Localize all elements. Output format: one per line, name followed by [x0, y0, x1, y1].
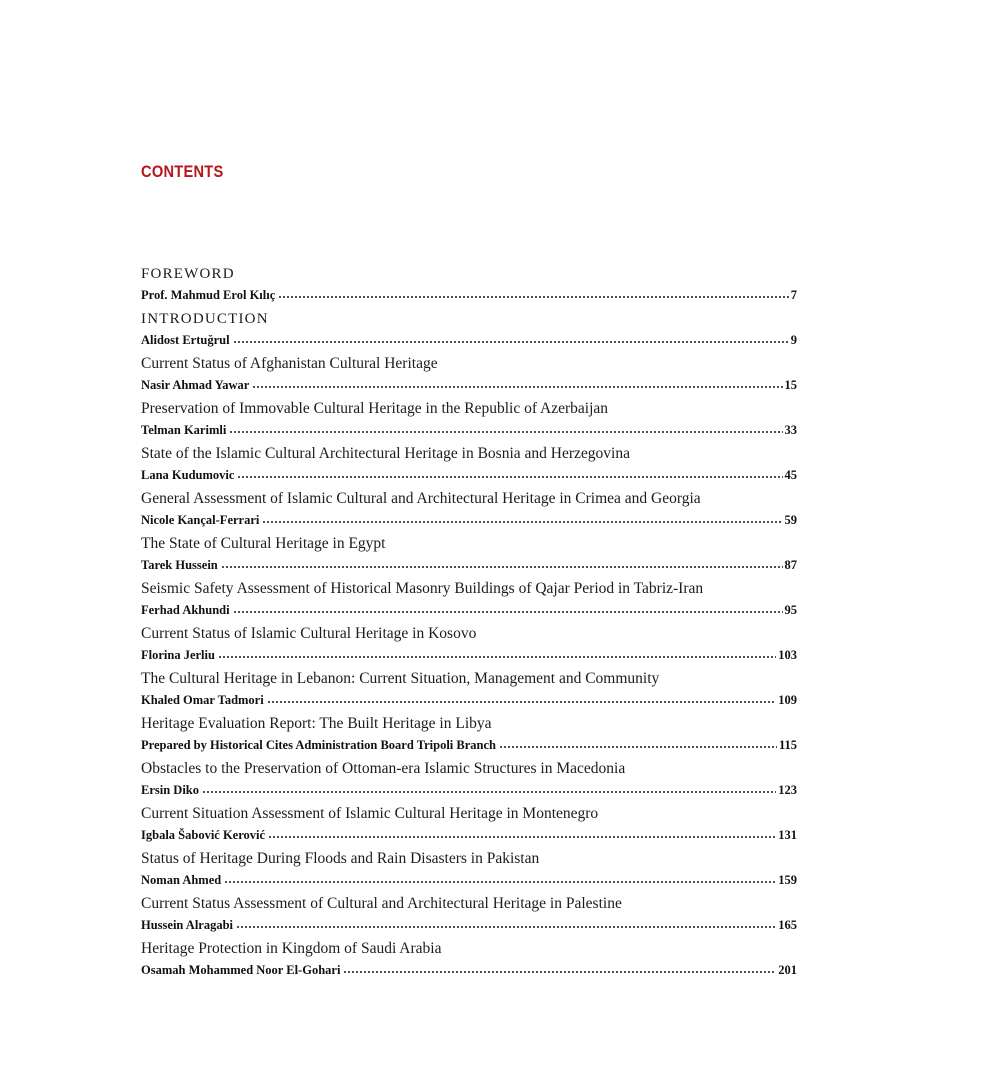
- toc-entry-author: Nicole Kançal-Ferrari: [141, 513, 260, 527]
- toc-entry-title: Current Situation Assessment of Islamic Cultural Heritage in Montenegro: [141, 805, 599, 822]
- toc-entry-author-line: [141, 871, 797, 889]
- toc-entry-author-line: [141, 331, 797, 349]
- toc-entry-author: Ferhad Akhundi: [141, 603, 230, 617]
- toc-entry-author: Prof. Mahmud Erol Kılıç: [141, 288, 276, 302]
- toc-entry-page-number: 33: [784, 423, 797, 437]
- toc-entry[interactable]: [141, 804, 797, 849]
- dot-leader: [268, 835, 776, 839]
- toc-entry-author-line: [141, 646, 797, 664]
- toc-entry-author-line: [141, 691, 797, 709]
- toc-entry-title: INTRODUCTION: [141, 311, 269, 327]
- toc-entry-page-number: 45: [784, 468, 797, 482]
- toc-entry[interactable]: [141, 624, 797, 669]
- toc-entry-title: State of the Islamic Cultural Architectural Heritage in Bosnia and Herzegovina: [141, 445, 630, 462]
- toc-entry-author-line: [141, 421, 797, 439]
- dot-leader: [236, 925, 776, 929]
- toc-entry[interactable]: [141, 579, 797, 624]
- toc-entry[interactable]: [141, 444, 797, 489]
- toc-entry-author: Hussein Alragabi: [141, 918, 234, 932]
- toc-entry[interactable]: [141, 399, 797, 444]
- dot-leader: [262, 520, 782, 524]
- toc-entry-author: Khaled Omar Tadmori: [141, 693, 264, 707]
- toc-entry-page-number: 9: [790, 333, 797, 347]
- toc-entry-page-number: 201: [778, 963, 797, 977]
- toc-entry-author-line: [141, 556, 797, 574]
- toc-entry-author: Alidost Ertuğrul: [141, 333, 230, 347]
- toc-entry-page-number: 159: [778, 873, 797, 887]
- toc-entry-author: Nasir Ahmad Yawar: [141, 378, 250, 392]
- toc-entry-author-line: [141, 916, 797, 934]
- dot-leader: [218, 655, 776, 659]
- toc-entry-title: Obstacles to the Preservation of Ottoman-era Islamic Structures in Macedonia: [141, 760, 626, 777]
- toc-entry-author-line: [141, 781, 797, 799]
- toc-entry[interactable]: [141, 714, 797, 759]
- toc-entry-author: Telman Karimli: [141, 423, 227, 437]
- toc-entry-title: Current Status of Islamic Cultural Heritage in Kosovo: [141, 625, 477, 642]
- toc-entry-author: Ersin Diko: [141, 783, 200, 797]
- contents-heading: CONTENTS: [141, 162, 224, 181]
- dot-leader: [202, 790, 776, 794]
- toc-entry-title: Current Status Assessment of Cultural and Architectural Heritage in Palestine: [141, 895, 622, 912]
- toc-entry-title: Heritage Protection in Kingdom of Saudi Arabia: [141, 940, 442, 957]
- toc-entry-title: FOREWORD: [141, 266, 235, 282]
- toc-entry-author: Igbala Šabović Kerović: [141, 828, 266, 842]
- toc-entry-page-number: 165: [778, 918, 797, 932]
- toc-entry-page-number: 123: [778, 783, 797, 797]
- dot-leader: [221, 565, 783, 569]
- toc-entry-author-line: [141, 286, 797, 304]
- toc-entry-author-line: [141, 511, 797, 529]
- table-of-contents: [141, 264, 797, 984]
- toc-entry-title: Heritage Evaluation Report: The Built Heritage in Libya: [141, 715, 492, 732]
- dot-leader: [252, 385, 782, 389]
- toc-entry-author-line: [141, 826, 797, 844]
- toc-entry[interactable]: [141, 534, 797, 579]
- dot-leader: [229, 430, 782, 434]
- toc-entry[interactable]: [141, 849, 797, 894]
- dot-leader: [237, 475, 782, 479]
- dot-leader: [233, 340, 789, 344]
- toc-entry-title: Seismic Safety Assessment of Historical Masonry Buildings of Qajar Period in Tabriz-Iran: [141, 580, 704, 597]
- toc-entry-page-number: 87: [784, 558, 797, 572]
- dot-leader: [278, 295, 788, 299]
- toc-entry[interactable]: [141, 489, 797, 534]
- toc-entry-title: The State of Cultural Heritage in Egypt: [141, 535, 386, 552]
- toc-entry[interactable]: [141, 354, 797, 399]
- toc-entry[interactable]: [141, 939, 797, 984]
- dot-leader: [343, 970, 776, 974]
- toc-entry-author: Lana Kudumovic: [141, 468, 235, 482]
- toc-entry-title: The Cultural Heritage in Lebanon: Current Situation, Management and Community: [141, 670, 660, 687]
- toc-entry[interactable]: [141, 894, 797, 939]
- toc-entry-page-number: 95: [784, 603, 797, 617]
- toc-entry-author: Noman Ahmed: [141, 873, 222, 887]
- dot-leader: [233, 610, 783, 614]
- toc-entry[interactable]: [141, 669, 797, 714]
- toc-entry[interactable]: [141, 309, 797, 354]
- toc-entry-page-number: 15: [784, 378, 797, 392]
- toc-entry-page-number: 115: [778, 738, 797, 752]
- toc-entry-author: Osamah Mohammed Noor El-Gohari: [141, 963, 341, 977]
- toc-entry-page-number: 131: [778, 828, 797, 842]
- toc-entry-page-number: 103: [778, 648, 797, 662]
- toc-entry[interactable]: [141, 264, 797, 309]
- toc-entry-author-line: [141, 466, 797, 484]
- toc-entry-title: Current Status of Afghanistan Cultural Heritage: [141, 355, 438, 372]
- toc-entry-author-line: [141, 961, 797, 979]
- toc-entry-author-line: [141, 736, 797, 754]
- toc-entry-author-line: [141, 601, 797, 619]
- toc-entry[interactable]: [141, 759, 797, 804]
- dot-leader: [499, 745, 777, 749]
- toc-entry-author: Prepared by Historical Cites Administration Board Tripoli Branch: [141, 738, 496, 752]
- dot-leader: [224, 880, 776, 884]
- toc-entry-title: General Assessment of Islamic Cultural and Architectural Heritage in Crimea and Georgia: [141, 490, 701, 507]
- toc-entry-page-number: 109: [778, 693, 797, 707]
- toc-entry-title: Preservation of Immovable Cultural Heritage in the Republic of Azerbaijan: [141, 400, 609, 417]
- toc-entry-author: Florina Jerliu: [141, 648, 215, 662]
- toc-entry-page-number: 7: [790, 288, 797, 302]
- toc-entry-author-line: [141, 376, 797, 394]
- dot-leader: [267, 700, 777, 704]
- toc-entry-author: Tarek Hussein: [141, 558, 218, 572]
- toc-entry-title: Status of Heritage During Floods and Rain Disasters in Pakistan: [141, 850, 540, 867]
- toc-entry-page-number: 59: [784, 513, 797, 527]
